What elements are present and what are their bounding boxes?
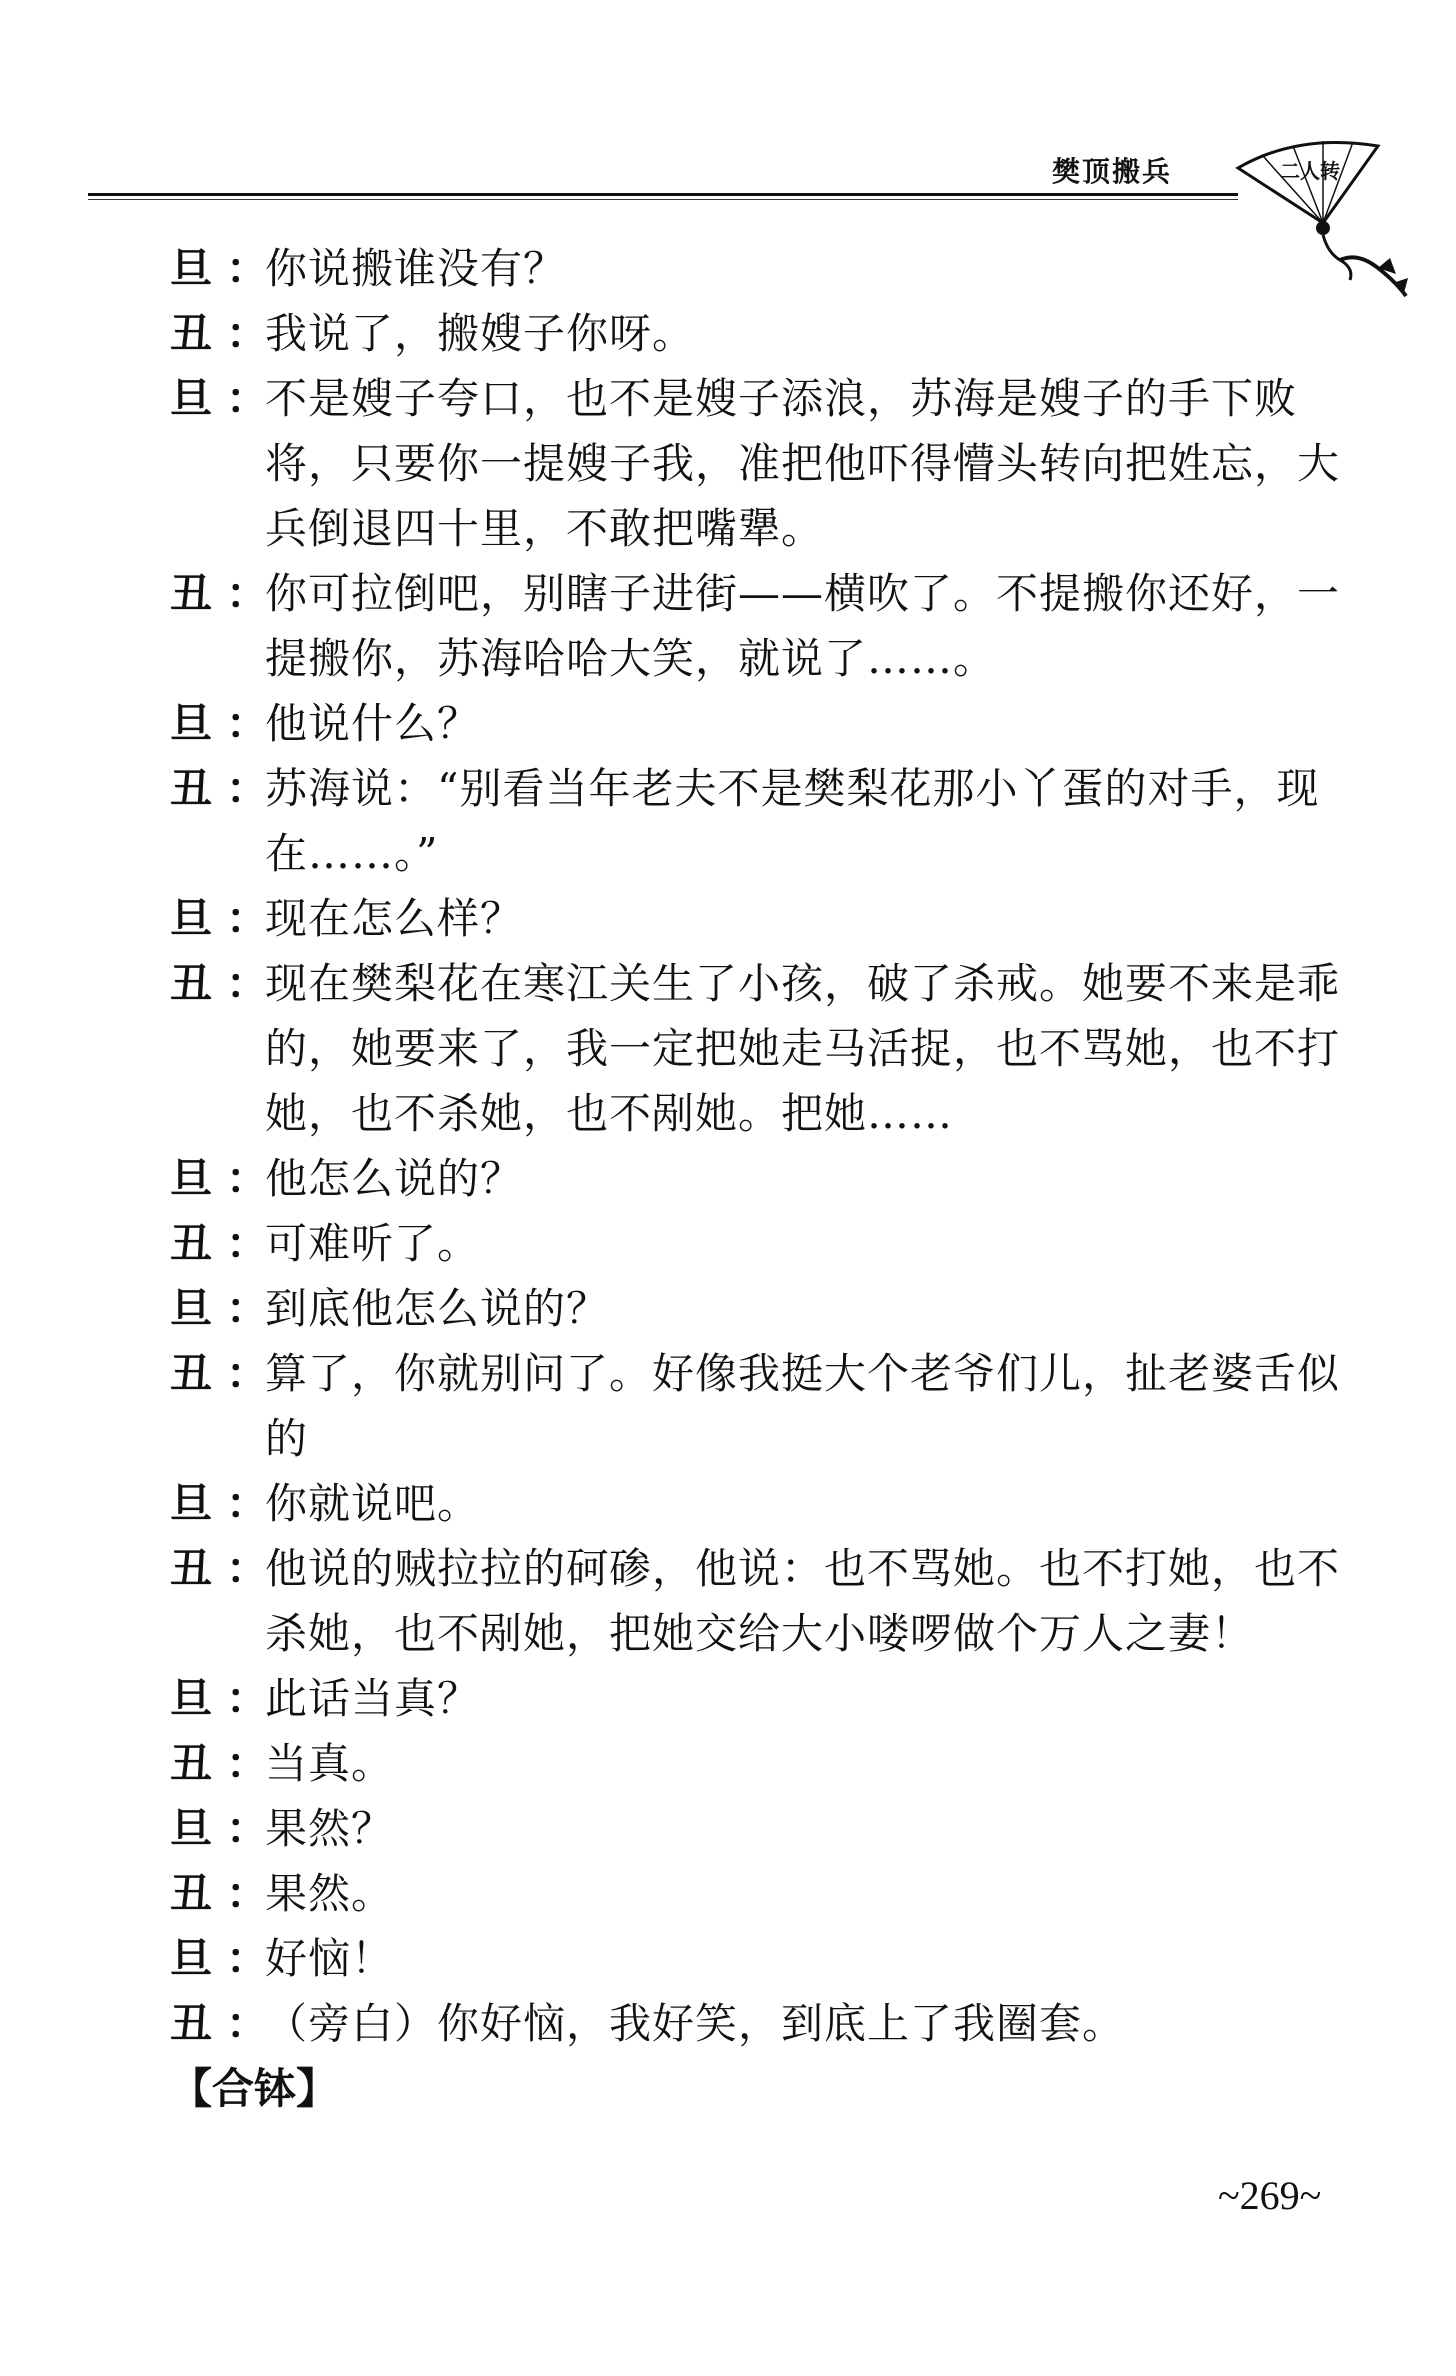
speaker-colon: ：	[226, 1154, 270, 1203]
dialogue-line	[170, 691, 1350, 756]
dialogue-line	[170, 236, 1350, 301]
speaker-role: 丑	[170, 1544, 214, 1593]
speaker-colon: ：	[226, 309, 270, 358]
speaker-role: 丑	[170, 959, 214, 1008]
speaker-role: 旦	[170, 1934, 214, 1983]
speaker-role: 旦	[170, 894, 214, 943]
dialogue-line	[170, 1926, 1350, 1991]
dialogue-block	[170, 236, 1350, 2121]
line-text: 到底他怎么说的？	[265, 1284, 610, 1333]
dialogue-line	[170, 1341, 1350, 1471]
speaker-colon: ：	[226, 1674, 270, 1723]
dialogue-line	[170, 1666, 1350, 1731]
speaker-role: 丑	[170, 1999, 214, 2048]
speaker-role: 旦	[170, 244, 214, 293]
dialogue-line	[170, 301, 1350, 366]
speaker-role: 旦	[170, 699, 214, 748]
section-marker: 【合钵】	[170, 2064, 339, 2113]
line-text: 他怎么说的？	[265, 1154, 524, 1203]
speaker-role: 旦	[170, 1284, 214, 1333]
speaker-colon: ：	[226, 1804, 270, 1853]
line-text: 他说什么？	[265, 699, 481, 748]
page-number: ~269~	[1218, 2173, 1322, 2218]
speaker-role: 旦	[170, 1674, 214, 1723]
dialogue-line	[170, 1731, 1350, 1796]
dialogue-line	[170, 1536, 1350, 1666]
speaker-colon: ：	[226, 569, 270, 618]
dialogue-line	[170, 886, 1350, 951]
line-text: 现在怎么样？	[265, 894, 524, 943]
running-header-title: 樊顶搬兵	[1052, 155, 1173, 188]
line-text: 你可拉倒吧，别瞎子进街——横吹了。不提搬你还好，一提搬你，苏海哈哈大笑，就说了……。	[265, 569, 1341, 683]
dialogue-line	[170, 756, 1350, 886]
line-text: 我说了，搬嫂子你呀。	[265, 309, 696, 358]
speaker-colon: ：	[226, 1739, 270, 1788]
speaker-colon: ：	[226, 699, 270, 748]
line-text: 不是嫂子夸口，也不是嫂子添浪，苏海是嫂子的手下败将，只要你一提嫂子我，准把他吓得懵头转向把姓忘，大兵倒退四十里，不敢把嘴犟。	[265, 374, 1341, 553]
speaker-role: 丑	[170, 1349, 214, 1398]
dialogue-line	[170, 951, 1350, 1146]
line-text: 果然？	[265, 1804, 395, 1853]
line-text: 苏海说：“别看当年老夫不是樊梨花那小丫蛋的对手，现在……。”	[265, 764, 1320, 878]
dialogue-line	[170, 1471, 1350, 1536]
line-text: 当真。	[265, 1739, 395, 1788]
speaker-role: 丑	[170, 1869, 214, 1918]
line-text: 算了，你就别问了。好像我挺大个老爷们儿，扯老婆舌似的	[265, 1349, 1341, 1463]
header-rule	[88, 193, 1238, 196]
line-text: 果然。	[265, 1869, 395, 1918]
speaker-colon: ：	[226, 244, 270, 293]
line-text: 此话当真？	[265, 1674, 481, 1723]
speaker-colon: ：	[226, 1999, 270, 2048]
dialogue-line	[170, 561, 1350, 691]
header-rule-thin	[88, 199, 1238, 200]
line-text: 可难听了。	[265, 1219, 481, 1268]
dialogue-line	[170, 1796, 1350, 1861]
speaker-colon: ：	[226, 1479, 270, 1528]
speaker-role: 旦	[170, 374, 214, 423]
speaker-colon: ：	[226, 959, 270, 1008]
line-text: 你说搬谁没有？	[265, 244, 567, 293]
speaker-colon: ：	[226, 894, 270, 943]
speaker-role: 丑	[170, 1739, 214, 1788]
speaker-role: 旦	[170, 1154, 214, 1203]
dialogue-line	[170, 1861, 1350, 1926]
speaker-colon: ：	[226, 1219, 270, 1268]
line-text: （旁白）你好恼，我好笑，到底上了我圈套。	[265, 1999, 1126, 2048]
speaker-role: 丑	[170, 309, 214, 358]
speaker-role: 旦	[170, 1479, 214, 1528]
speaker-colon: ：	[226, 1284, 270, 1333]
speaker-role: 丑	[170, 1219, 214, 1268]
dialogue-line	[170, 366, 1350, 561]
speaker-role: 旦	[170, 1804, 214, 1853]
speaker-colon: ：	[226, 764, 270, 813]
line-text: 你就说吧。	[265, 1479, 481, 1528]
speaker-colon: ：	[226, 1934, 270, 1983]
speaker-colon: ：	[226, 374, 270, 423]
speaker-colon: ：	[226, 1349, 270, 1398]
speaker-colon: ：	[226, 1544, 270, 1593]
line-text: 现在樊梨花在寒江关生了小孩，破了杀戒。她要不来是乖的，她要来了，我一定把她走马活捉，也不骂她，也不打她，也不杀她，也不剐她。把她……	[265, 959, 1341, 1138]
speaker-role: 丑	[170, 569, 214, 618]
dialogue-line	[170, 1211, 1350, 1276]
dialogue-line	[170, 1991, 1350, 2056]
line-text: 好恼！	[265, 1934, 395, 1983]
speaker-colon: ：	[226, 1869, 270, 1918]
fan-label: 二人转	[1280, 159, 1340, 183]
line-text: 他说的贼拉拉的砢碜，他说：也不骂她。也不打她，也不杀她，也不剐她，把她交给大小喽啰做个万人之妻！	[265, 1544, 1341, 1658]
dialogue-line	[170, 1276, 1350, 1341]
speaker-role: 丑	[170, 764, 214, 813]
dialogue-line	[170, 1146, 1350, 1211]
